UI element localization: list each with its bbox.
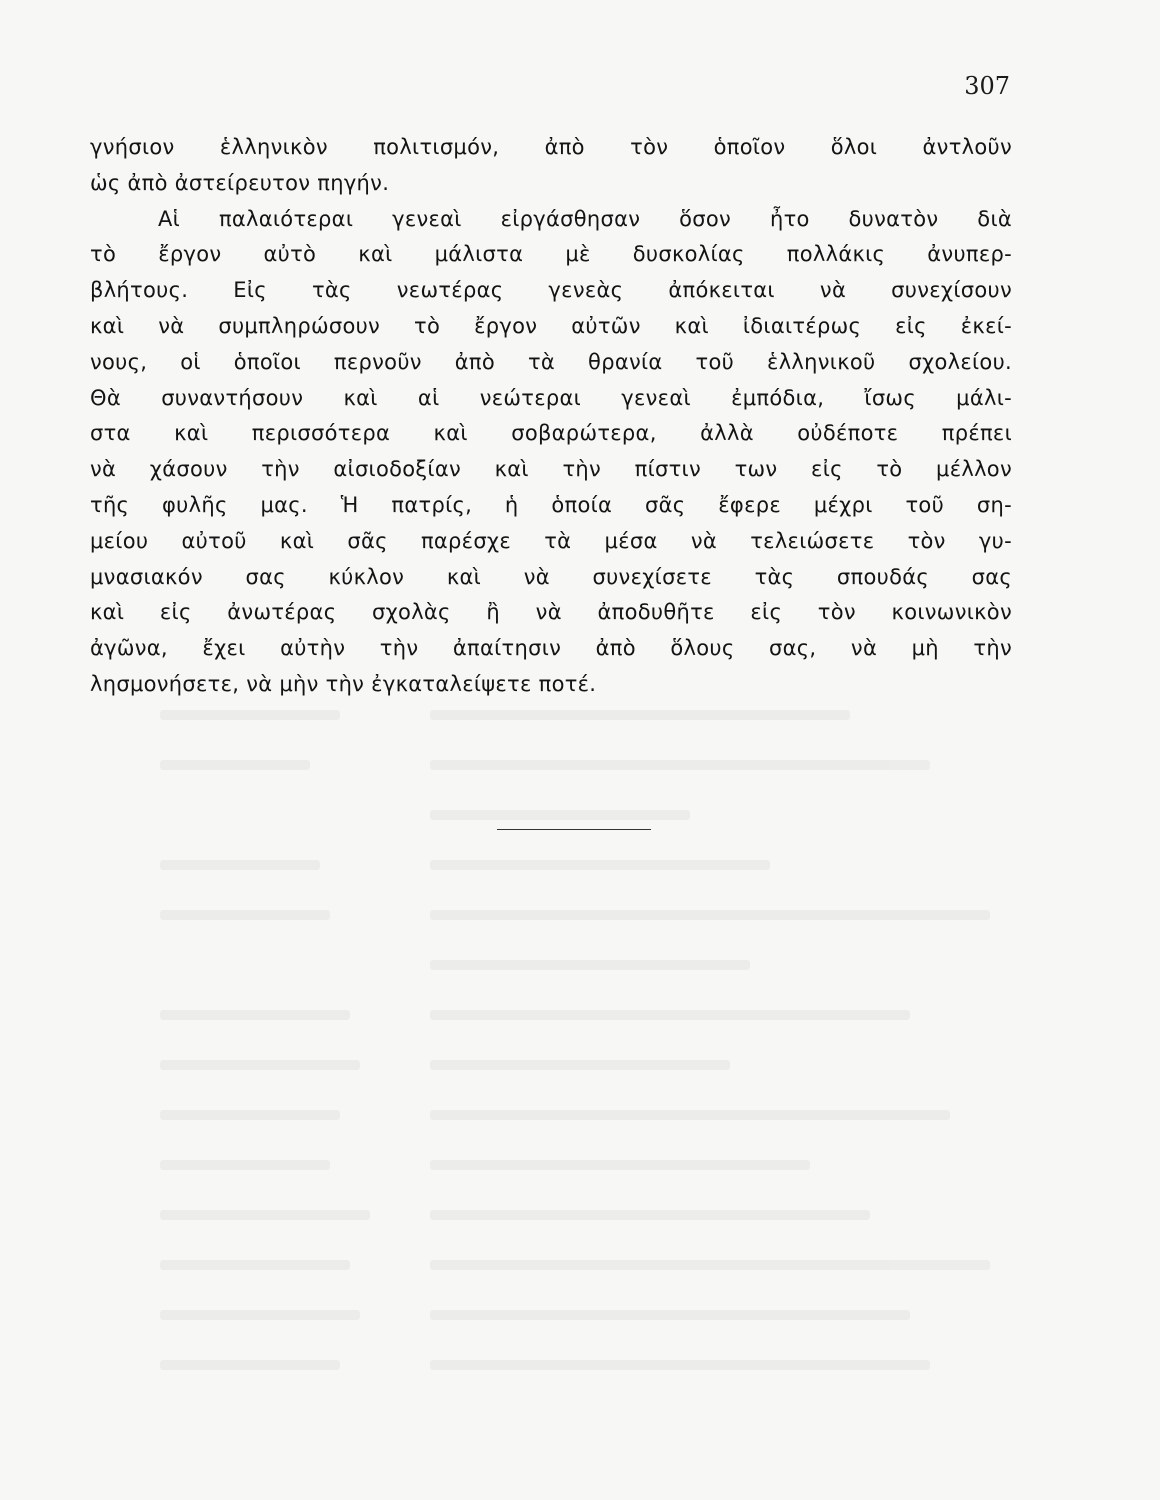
text-line: στα καὶ περισσότερα καὶ σοβαρώτερα, ἀλλὰ οὐδέποτε πρέπει bbox=[90, 421, 1012, 446]
text-line: γνήσιον ἑλληνικὸν πολιτισμόν, ἀπὸ τὸν ὁποῖον ὅλοι ἀντλοῦν bbox=[90, 135, 1012, 159]
text-line: τῆς φυλῆς μας. Ἡ πατρίς, ἡ ὁποία σᾶς ἔφερε μέχρι τοῦ ση- bbox=[90, 492, 1012, 517]
text-line: λησμονήσετε, νὰ μὴν τὴν ἐγκαταλείψετε ποτέ. bbox=[90, 671, 597, 696]
page-number: 307 bbox=[964, 72, 1010, 100]
text-line: τὸ ἔργον αὐτὸ καὶ μάλιστα μὲ δυσκολίας πολλάκις ἀνυπερ- bbox=[90, 242, 1012, 267]
text-line: Θὰ συναντήσουν καὶ αἱ νεώτεραι γενεαὶ ἐμπόδια, ἴσως μάλι- bbox=[90, 385, 1012, 410]
text-line: μνασιακόν σας κύκλον καὶ νὰ συνεχίσετε τὰς σπουδάς σας bbox=[90, 564, 1012, 589]
text-line: βλήτους. Εἰς τὰς νεωτέρας γενεὰς ἀπόκειται νὰ συνεχίσουν bbox=[90, 278, 1012, 303]
body-text bbox=[90, 130, 1012, 703]
text-line: καὶ εἰς ἀνωτέρας σχολὰς ἢ νὰ ἀποδυθῆτε εἰς τὸν κοινωνικὸν bbox=[90, 600, 1012, 625]
text-line: μείου αὐτοῦ καὶ σᾶς παρέσχε τὰ μέσα νὰ τελειώσετε τὸν γυ- bbox=[90, 528, 1012, 553]
bleed-through-texture bbox=[80, 690, 1030, 1410]
text-line: ὡς ἀπὸ ἀστείρευτον πηγήν. bbox=[90, 170, 390, 195]
text-line: καὶ νὰ συμπληρώσουν τὸ ἔργον αὐτῶν καὶ ἰδιαιτέρως εἰς ἐκεί- bbox=[90, 313, 1012, 338]
section-divider bbox=[497, 829, 651, 830]
text-line: Αἱ παλαιότεραι γενεαὶ εἰργάσθησαν ὅσον ἦτο δυνατὸν διὰ bbox=[158, 206, 1012, 231]
text-line: ἀγῶνα, ἔχει αὐτὴν τὴν ἀπαίτησιν ἀπὸ ὅλους σας, νὰ μὴ τὴν bbox=[90, 636, 1012, 661]
text-line: νὰ χάσουν τὴν αἰσιοδοξίαν καὶ τὴν πίστιν των εἰς τὸ μέλλον bbox=[90, 457, 1012, 482]
text-line: νους, οἱ ὁποῖοι περνοῦν ἀπὸ τὰ θρανία τοῦ ἑλληνικοῦ σχολείου. bbox=[90, 349, 1012, 374]
